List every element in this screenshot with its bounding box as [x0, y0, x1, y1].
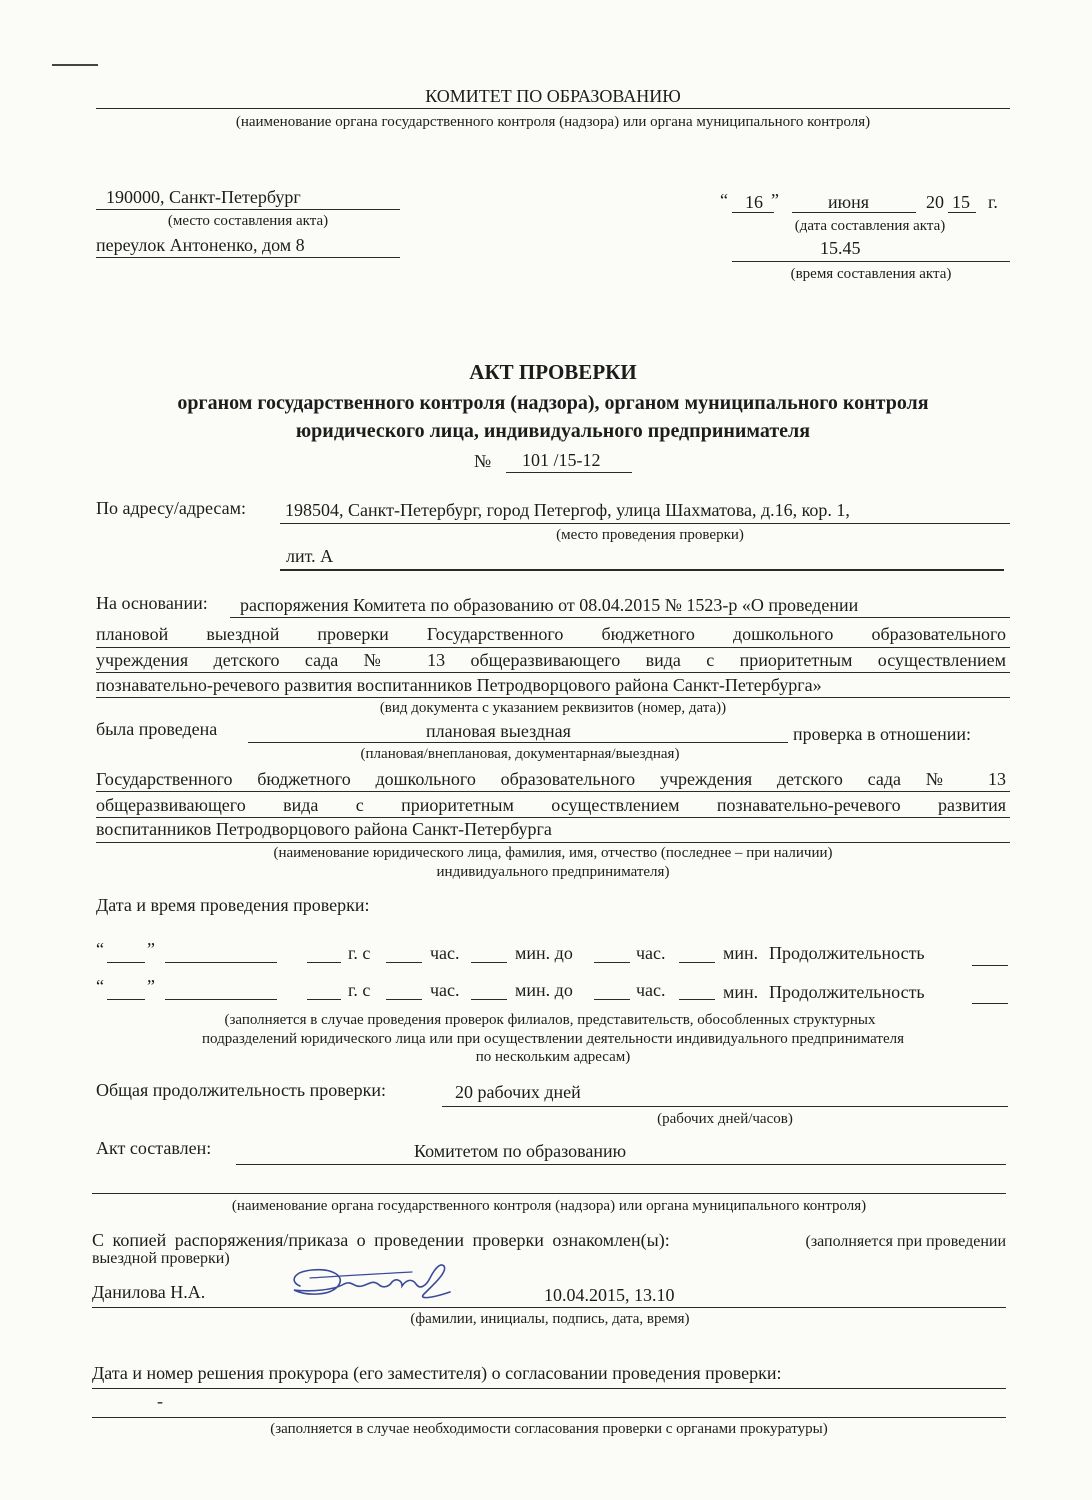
composed-caption: (наименование органа государственного контроля (надзора) или органа муниципального контроля)	[231, 1198, 867, 1214]
acquainted-caption: (фамилии, инициалы, подпись, дата, время)	[410, 1311, 690, 1327]
datetime-label: Дата и время проведения проверки:	[96, 895, 370, 915]
date-caption: (дата составления акта)	[794, 218, 946, 234]
place-line2-rule	[96, 257, 400, 258]
row1-g-s: г. с	[348, 943, 371, 963]
basis-line4: познавательно-речевого развития воспитанников Петродворцового района Санкт-Петербурга»	[96, 675, 822, 695]
composed-rule-2	[92, 1193, 1006, 1194]
acquainted-line	[92, 1230, 1006, 1251]
row1-year-rule	[307, 962, 341, 963]
acquainted-name: Данилова Н.А.	[92, 1282, 206, 1302]
total-value: 20 рабочих дней	[455, 1082, 581, 1102]
row1-chas-1: час.	[430, 943, 460, 963]
row2-min1-rule	[471, 999, 507, 1000]
total-rule	[442, 1106, 1008, 1107]
row2-quote-close: ”	[147, 976, 155, 996]
place-caption: (место составления акта)	[167, 213, 329, 229]
subject-line3-rule	[96, 842, 1010, 843]
row1-duration-rule	[972, 965, 1008, 966]
row1-min: мин.	[723, 943, 759, 963]
row2-chas-2: час.	[636, 980, 666, 1000]
subject-line3: воспитанников Петродворцового района Санкт-Петербурга	[96, 819, 552, 839]
row2-hour2-rule	[594, 999, 630, 1000]
acquainted-note-line2: выездной проверки)	[92, 1250, 230, 1267]
basis-line3: учреждения детского сада № 13 общеразвивающего вида с приоритетным осуществлением	[96, 650, 1006, 670]
acquainted-rule	[92, 1307, 1006, 1308]
conducted-rule	[248, 742, 788, 743]
organ-caption: (наименование органа государственного контроля (надзора) или органа муниципального контроля)	[235, 114, 871, 130]
date-month: июня	[828, 192, 869, 212]
prosecutor-text: Дата и номер решения прокурора (его заместителя) о согласовании проведения проверки:	[92, 1363, 782, 1383]
date-open-quote: “	[720, 190, 728, 210]
row1-quote-open: “	[96, 939, 104, 959]
basis-line1: распоряжения Комитета по образованию от 08.04.2015 № 1523-р «О проведении	[240, 595, 859, 615]
datetime-note-2: подразделений юридического лица или при осуществлении деятельности индивидуального предпринимателя	[201, 1031, 905, 1047]
act-subtitle-2: юридического лица, индивидуального предпринимателя	[295, 420, 811, 442]
row2-min: мин.	[723, 982, 759, 1002]
corner-mark	[52, 64, 98, 66]
acquainted-note-inline: (заполняется при проведении	[805, 1233, 1006, 1250]
time-rule	[732, 261, 1010, 262]
row2-min2-rule	[679, 999, 715, 1000]
row2-min-do: мин. до	[515, 980, 573, 1000]
organ-line	[96, 108, 1010, 109]
subject-line2: общеразвивающего вида с приоритетным осуществлением познавательно-речевого развития	[96, 795, 1006, 815]
total-caption: (рабочих дней/часов)	[657, 1111, 793, 1127]
row1-hour2-rule	[594, 962, 630, 963]
time-value: 15.45	[820, 238, 861, 258]
basis-label: На основании:	[96, 593, 208, 613]
row1-month-rule	[165, 962, 277, 963]
subject-line1-rule	[96, 791, 1010, 792]
row2-month-rule	[165, 999, 277, 1000]
act-number: 101 /15-12	[522, 450, 601, 470]
subject-caption-2: индивидуального предпринимателя)	[436, 864, 670, 880]
prosecutor-rule-2	[92, 1417, 1006, 1418]
signature-image	[282, 1256, 462, 1308]
row1-day-rule	[107, 962, 145, 963]
act-number-rule	[506, 472, 632, 473]
date-year-prefix: 20	[926, 192, 944, 212]
row2-day-rule	[107, 999, 145, 1000]
datetime-note-3: по нескольким адресам)	[475, 1049, 631, 1065]
row1-min2-rule	[679, 962, 715, 963]
date-month-rule	[792, 212, 916, 213]
date-day-rule	[732, 212, 774, 213]
prosecutor-dash: -	[157, 1391, 163, 1411]
act-title: АКТ ПРОВЕРКИ	[469, 360, 637, 384]
row1-min1-rule	[471, 962, 507, 963]
subject-caption-1: (наименование юридического лица, фамилия, имя, отчество (последнее – при наличии)	[273, 845, 833, 861]
row2-chas-1: час.	[430, 980, 460, 1000]
row2-year-rule	[307, 999, 341, 1000]
organ-name: КОМИТЕТ ПО ОБРАЗОВАНИЮ	[425, 86, 681, 106]
prosecutor-caption: (заполняется в случае необходимости согласования проверки с органами прокуратуры)	[270, 1421, 828, 1437]
conducted-caption: (плановая/внеплановая, документарная/выездная)	[360, 746, 680, 762]
basis-line2: плановой выездной проверки Государственного бюджетного дошкольного образовательного	[96, 624, 1006, 644]
place-line1-rule	[96, 209, 400, 210]
place-line1: 190000, Санкт-Петербург	[106, 187, 301, 207]
act-number-label: №	[474, 451, 492, 471]
date-day: 16	[745, 192, 763, 212]
composed-label: Акт составлен:	[96, 1138, 212, 1158]
composed-rule-1	[236, 1164, 1006, 1165]
place-line2: переулок Антоненко, дом 8	[96, 235, 305, 255]
address-label: По адресу/адресам:	[96, 498, 247, 518]
date-close-quote: ”	[771, 190, 779, 210]
row1-chas-2: час.	[636, 943, 666, 963]
row2-quote-open: “	[96, 976, 104, 996]
row1-hour1-rule	[386, 962, 422, 963]
address-line1: 198504, Санкт-Петербург, город Петергоф, улица Шахматова, д.16, кор. 1,	[285, 500, 850, 520]
basis-line1-rule	[230, 617, 1010, 618]
basis-line4-rule	[96, 697, 1010, 698]
conducted-suffix: проверка в отношении:	[793, 724, 971, 744]
address-caption: (место проведения проверки)	[556, 527, 744, 543]
act-subtitle-1: органом государственного контроля (надзора), органом муниципального контроля	[177, 392, 929, 414]
time-caption: (время составления акта)	[790, 266, 952, 282]
address-line1-rule	[280, 523, 1010, 524]
subject-line2-rule	[96, 817, 1010, 818]
basis-line2-rule	[96, 647, 1010, 648]
row2-g-s: г. с	[348, 980, 371, 1000]
row1-min-do: мин. до	[515, 943, 573, 963]
address-line2-rule	[280, 569, 1004, 571]
total-label: Общая продолжительность проверки:	[96, 1080, 386, 1100]
composed-value: Комитетом по образованию	[414, 1141, 627, 1161]
conducted-value: плановая выездная	[426, 721, 571, 741]
date-year-suffix: 15	[952, 192, 970, 212]
acquainted-text: С копией распоряжения/приказа о проведении проверки ознакомлен(ы):	[92, 1230, 670, 1250]
date-year-unit: г.	[988, 192, 998, 212]
address-line2: лит. А	[286, 546, 334, 566]
subject-line1: Государственного бюджетного дошкольного образовательного учреждения детского сада № 13	[96, 769, 1006, 789]
row2-duration-rule	[972, 1003, 1008, 1004]
basis-line3-rule	[96, 672, 1010, 673]
conducted-label: была проведена	[96, 719, 218, 739]
row2-duration: Продолжительность	[769, 982, 925, 1002]
prosecutor-rule-1	[92, 1388, 1006, 1389]
row2-hour1-rule	[386, 999, 422, 1000]
row1-duration: Продолжительность	[769, 943, 925, 963]
acquainted-datetime: 10.04.2015, 13.10	[544, 1285, 675, 1305]
row1-quote-close: ”	[147, 939, 155, 959]
datetime-note-1: (заполняется в случае проведения проверок филиалов, представительств, обособленных структурных	[224, 1012, 876, 1028]
basis-caption: (вид документа с указанием реквизитов (номер, дата))	[379, 700, 727, 716]
date-year-rule	[948, 212, 976, 213]
